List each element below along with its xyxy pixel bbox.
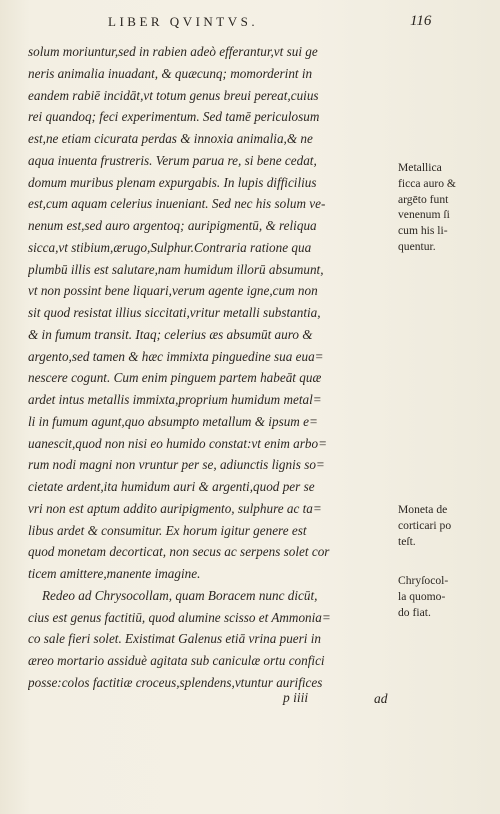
marginal-line: corticari po — [398, 518, 452, 532]
text-line: sicca,vt stibium,ærugo,Sulphur.Contraria ratione qua — [28, 239, 312, 255]
marginal-line: quentur. — [398, 239, 436, 253]
text-line: vri non est aptum addito auripigmento, sulphure ac ta= — [28, 500, 322, 516]
text-line: co sale fieri solet. Existimat Galenus etiā vrina pueri in — [28, 631, 322, 647]
text-line: æreo mortario assiduè agitata sub caniculæ ortu confici — [28, 653, 325, 668]
text-line: sit quod resistat illius siccitati,vritur metalli substantia, — [28, 305, 321, 320]
marginal-note-metallica — [398, 160, 496, 255]
text-line: est,ne etiam cicurata perdas & innoxia animalia,& ne — [28, 131, 313, 146]
text-line: posse:colos factitiæ croceus,splendens,vtuntur aurifices — [28, 674, 323, 690]
text-line-indented: Redeo ad Chrysocollam, quam Boracem nunc dicūt, — [42, 587, 318, 603]
text-line: cietate ardent,ita humidum auri & argenti,quod per se — [28, 479, 315, 494]
text-line: est,cum aquam celerius inueniant. Sed nec his solum ve- — [28, 196, 326, 212]
text-line: li in fumum agunt,quo absumpto metallum & ipsum e= — [28, 413, 318, 429]
text-line: neris animalia inuadant, & quæcunq; momorderint in — [28, 65, 313, 81]
text-line: ticem amittere,manente imagine. — [28, 566, 201, 581]
text-line: eandem rabiē incidāt,vt totum genus breui pereat,cuius — [28, 87, 319, 103]
text-line: solum moriuntur,sed in rabien adeò efferantur,vt sui ge — [28, 44, 318, 59]
marginal-line: venenum ſi — [398, 208, 450, 222]
text-line: aqua inuenta frustreris. Verum parua re, si bene cedat, — [28, 152, 317, 168]
marginal-line: teſt. — [398, 534, 416, 548]
folio-number: 116 — [410, 13, 432, 29]
marginal-line: la quomo- — [398, 589, 446, 603]
marginal-line: cum his li- — [398, 224, 448, 238]
main-text-block — [28, 41, 390, 694]
page-header — [0, 14, 500, 34]
marginal-line: Chryſocol- — [398, 574, 449, 587]
text-line: uanescit,quod non nisi eo humido constat:vt enim arbo= — [28, 435, 327, 451]
text-line: vt non possint bene liquari,verum agente igne,cum non — [28, 283, 318, 299]
text-line: plumbū illis est salutare,nam humidum illorū absumunt, — [28, 261, 324, 277]
text-line: rei quandoq; feci experimentum. Sed tamē periculosum — [28, 109, 320, 125]
marginal-line: Moneta de — [398, 503, 448, 516]
text-line: nenum est,sed auro argentoq; auripigmentū, & reliqua — [28, 218, 317, 233]
text-line: ardet intus metallis immixta,proprium humidum metal= — [28, 392, 322, 407]
marginal-line: ficca auro & — [398, 176, 456, 190]
text-line: cius est genus factitiū, quod alumine scisso et Ammonia= — [28, 609, 331, 625]
text-line: libus ardet & consumitur. Ex horum igitur genere est — [28, 522, 307, 538]
text-line: domum muribus plenam expurgabis. In lupis difficilius — [28, 174, 317, 190]
catchword: ad — [374, 691, 388, 706]
marginal-line: Metallica — [398, 161, 442, 174]
text-line: nescere cogunt. Cum enim pinguem partem habeāt quæ — [28, 370, 322, 386]
text-line: & in fumum transit. Itaq; celerius æs absumūt auro & — [28, 326, 313, 342]
marginal-line: do fiat. — [398, 605, 431, 619]
text-line: rum nodi magni non vruntur per se, adiunctis lignis so= — [28, 457, 325, 473]
signature-mark: p iiii — [283, 690, 309, 705]
page-footer — [0, 690, 500, 710]
marginal-note-moneta — [398, 502, 496, 549]
text-line: quod monetam decorticat, non secus ac serpens solet cor — [28, 544, 330, 560]
text-line: argento,sed tamen & hæc immixta pinguedine sua eua= — [28, 348, 324, 364]
running-head: LIBER QVINTVS. — [108, 14, 259, 29]
marginal-note-chrysocolla — [398, 573, 496, 620]
marginal-line: argēto funt — [398, 192, 449, 206]
